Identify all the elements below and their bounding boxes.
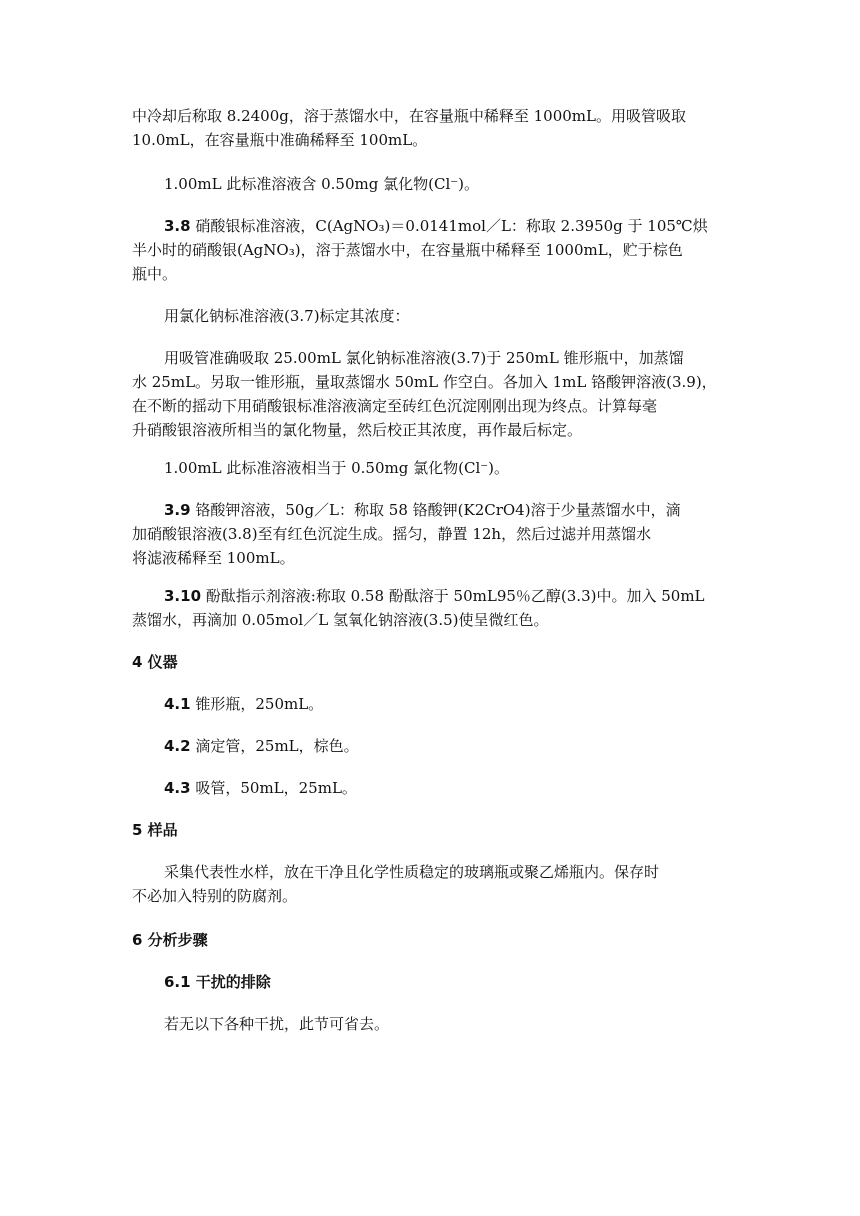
section-4-3 xyxy=(132,776,732,800)
section-4-1 xyxy=(132,692,732,716)
paragraph-agno3-equivalence xyxy=(132,456,732,480)
text-line: 用氯化钠标准溶液(3.7)标定其浓度： xyxy=(164,307,410,325)
heading-section-4 xyxy=(132,650,732,674)
section-number: 4.2 xyxy=(164,737,191,755)
section-number: 4.1 xyxy=(164,695,191,713)
heading-text: 6 分析步骤 xyxy=(132,931,208,949)
text-line xyxy=(132,584,732,608)
section-number: 3.8 xyxy=(164,217,191,235)
text-line: 水 25mL。另取一锥形瓶，量取蒸馏水 50mL 作空白。各加入 1mL 铬酸钾溶液(3.9)， xyxy=(132,373,717,391)
paragraph-nacl-preparation xyxy=(132,104,732,152)
text-line: 不必加入特别的防腐剂。 xyxy=(132,887,298,905)
text-line: 10.0mL，在容量瓶中准确稀释至 100mL。 xyxy=(132,131,428,149)
section-text: 酚酞指示剂溶液:称取 0.58 酚酞溶于 50mL95％乙醇(3.3)中。加入 50mL xyxy=(205,587,705,605)
text-line: 在不断的摇动下用硝酸银标准溶液滴定至砖红色沉淀刚刚出现为终点。计算每毫 xyxy=(132,397,658,415)
text-line: 升硝酸银溶液所相当的氯化物量，然后校正其浓度，再作最后标定。 xyxy=(132,421,583,439)
section-3-8 xyxy=(132,214,732,286)
text-line: 采集代表性水样，放在干净且化学性质稳定的玻璃瓶或聚乙烯瓶内。保存时 xyxy=(164,863,660,881)
text-line: 将滤液稀释至 100mL。 xyxy=(132,549,295,567)
section-text: 滴定管，25mL，棕色。 xyxy=(195,737,359,755)
heading-section-5 xyxy=(132,818,732,842)
paragraph-calibration-procedure xyxy=(132,346,732,442)
text-line: 若无以下各种干扰，此节可省去。 xyxy=(164,1015,390,1033)
text-line xyxy=(164,776,732,800)
text-line: 加硝酸银溶液(3.8)至有红色沉淀生成。摇匀，静置 12h，然后过滤并用蒸馏水 xyxy=(132,525,652,543)
text-line xyxy=(164,734,732,758)
section-4-2 xyxy=(132,734,732,758)
section-text: 硝酸银标准溶液，C(AgNO₃)＝0.0141mol／L：称取 2.3950g 于 105℃烘 xyxy=(195,217,708,235)
text-line: 1.00mL 此标准溶液相当于 0.50mg 氯化物(Cl⁻)。 xyxy=(164,459,510,477)
section-3-10 xyxy=(132,584,732,632)
heading-text: 4 仪器 xyxy=(132,653,178,671)
text-line: 1.00mL 此标准溶液含 0.50mg 氯化物(Cl⁻)。 xyxy=(164,175,480,193)
text-line: 中冷却后称取 8.2400g，溶于蒸馏水中，在容量瓶中稀释至 1000mL。用吸管吸取 xyxy=(132,107,686,125)
section-number: 3.9 xyxy=(164,501,191,519)
text-line: 半小时的硝酸银(AgNO₃)，溶于蒸馏水中，在容量瓶中稀释至 1000mL，贮于棕色 xyxy=(132,241,683,259)
section-number: 3.10 xyxy=(164,587,202,605)
section-3-9 xyxy=(132,498,732,570)
paragraph-nacl-equivalence xyxy=(132,172,732,196)
heading-section-6-1 xyxy=(132,970,732,994)
text-line xyxy=(164,692,732,716)
text-line xyxy=(132,498,732,522)
text-line: 用吸管准确吸取 25.00mL 氯化钠标准溶液(3.7)于 250mL 锥形瓶中，加蒸馏 xyxy=(164,349,684,367)
section-text: 吸管，50mL，25mL。 xyxy=(195,779,357,797)
text-line: 蒸馏水，再滴加 0.05mol／L 氢氧化钠溶液(3.5)使呈微红色。 xyxy=(132,611,549,629)
paragraph-interference-note xyxy=(132,1012,732,1036)
section-number: 4.3 xyxy=(164,779,191,797)
heading-text: 5 样品 xyxy=(132,821,178,839)
text-line: 瓶中。 xyxy=(132,265,178,283)
heading-section-6 xyxy=(132,928,732,952)
text-line xyxy=(132,214,732,238)
paragraph-calibration-intro xyxy=(132,304,732,328)
paragraph-sampling xyxy=(132,860,732,908)
heading-text: 6.1 干扰的排除 xyxy=(164,973,271,991)
section-text: 锥形瓶，250mL。 xyxy=(195,695,324,713)
section-text: 铬酸钾溶液，50g／L：称取 58 铬酸钾(K2CrO4)溶于少量蒸馏水中，滴 xyxy=(195,501,681,519)
